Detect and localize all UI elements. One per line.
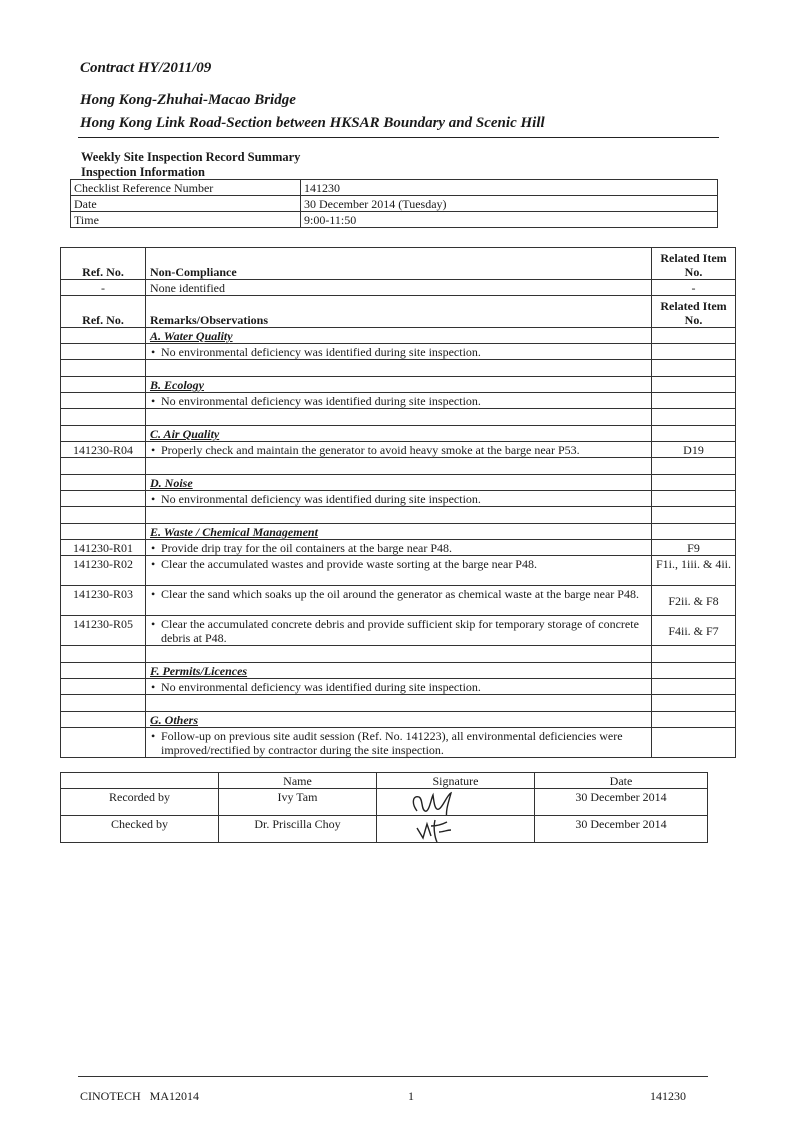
category-ecology: B. Ecology — [150, 378, 204, 392]
table-row — [61, 540, 736, 556]
observation-text: • Properly check and maintain the generator to avoid heavy smoke at the barge near P53. — [150, 443, 647, 457]
date-cell: 30 December 2014 — [535, 816, 708, 843]
table-row — [61, 816, 708, 843]
col-date-header: Date — [535, 773, 708, 789]
role-cell: Checked by — [61, 816, 219, 843]
ref-cell: 141230-R02 — [61, 556, 146, 586]
item-cell: - — [652, 280, 736, 296]
col-name-header: Name — [219, 773, 377, 789]
observation-text: • Clear the accumulated concrete debris and provide sufficient skip for temporary storage of concrete debris at P48. — [150, 617, 647, 645]
item-cell: F1i., 1iii. & 4ii. — [652, 556, 736, 586]
observation-text: • Clear the accumulated wastes and provide waste sorting at the barge near P48. — [150, 557, 647, 571]
observation-text: • No environmental deficiency was identified during site inspection. — [150, 345, 647, 359]
category-others: G. Others — [150, 713, 199, 727]
role-cell: Recorded by — [61, 789, 219, 816]
project-title: Hong Kong-Zhuhai-Macao Bridge — [80, 92, 296, 108]
ref-cell: - — [61, 280, 146, 296]
col-signature-header: Signature — [377, 773, 535, 789]
signature-ivy-tam — [377, 789, 535, 816]
table-row — [61, 586, 736, 616]
item-cell: D19 — [652, 442, 736, 458]
info-label: Time — [71, 212, 301, 228]
info-value: 30 December 2014 (Tuesday) — [301, 196, 718, 212]
category-row — [61, 377, 736, 393]
spacer-row — [61, 458, 736, 475]
category-water-quality: A. Water Quality — [150, 329, 233, 343]
observation-text: • Provide drip tray for the oil containers at the barge near P48. — [150, 541, 647, 555]
observation-text: • No environmental deficiency was identified during site inspection. — [150, 680, 647, 694]
col-ref-header: Ref. No. — [61, 296, 146, 328]
record-title: Weekly Site Inspection Record Summary — [81, 150, 301, 164]
section-title: Hong Kong Link Road-Section between HKSAR Boundary and Scenic Hill — [80, 115, 545, 131]
table-row — [71, 180, 718, 196]
observation-text: • No environmental deficiency was identified during site inspection. — [150, 394, 647, 408]
col-remarks-header: Remarks/Observations — [146, 296, 652, 328]
category-row — [61, 328, 736, 344]
table-row — [61, 280, 736, 296]
spacer-row — [61, 507, 736, 524]
table-row — [61, 442, 736, 458]
item-cell: F9 — [652, 540, 736, 556]
table-row — [61, 393, 736, 409]
ref-cell: 141230-R04 — [61, 442, 146, 458]
inspection-info-table — [70, 179, 718, 228]
category-permits: F. Permits/Licences — [150, 664, 248, 678]
category-noise: D. Noise — [150, 476, 193, 490]
observation-text: • Clear the sand which soaks up the oil around the generator as chemical waste at the barge near P48. — [150, 587, 647, 601]
table-row — [61, 789, 708, 816]
date-cell: 30 December 2014 — [535, 789, 708, 816]
table-row — [61, 679, 736, 695]
category-row — [61, 663, 736, 679]
contract-number: Contract HY/2011/09 — [80, 60, 212, 76]
ref-cell: 141230-R01 — [61, 540, 146, 556]
col-item-header: Related Item No. — [652, 248, 736, 280]
table-row — [61, 556, 736, 586]
table-row — [61, 616, 736, 646]
category-row — [61, 426, 736, 442]
col-noncompliance-header: Non-Compliance — [146, 248, 652, 280]
info-title: Inspection Information — [81, 165, 205, 179]
observation-text: • No environmental deficiency was identified during site inspection. — [150, 492, 647, 506]
footer-company: CINOTECH MA12014 — [80, 1089, 199, 1103]
desc-cell: None identified — [146, 280, 652, 296]
noncompliance-header-row — [61, 248, 736, 280]
footer-reference: 141230 — [650, 1089, 686, 1103]
table-row — [61, 728, 736, 758]
remarks-header-row — [61, 296, 736, 328]
signoff-header-row — [61, 773, 708, 789]
info-value: 9:00-11:50 — [301, 212, 718, 228]
table-row — [71, 212, 718, 228]
spacer-row — [61, 409, 736, 426]
category-waste: E. Waste / Chemical Management — [150, 525, 318, 539]
signature-cell — [377, 789, 535, 816]
table-row — [61, 491, 736, 507]
signature-cell — [377, 816, 535, 843]
item-cell: F4ii. & F7 — [652, 616, 736, 646]
ref-cell: 141230-R05 — [61, 616, 146, 646]
spacer-row — [61, 360, 736, 377]
col-item-header: Related Item No. — [652, 296, 736, 328]
table-row — [71, 196, 718, 212]
name-cell: Ivy Tam — [219, 789, 377, 816]
ref-cell: 141230-R03 — [61, 586, 146, 616]
table-row — [61, 344, 736, 360]
page-number: 1 — [408, 1089, 414, 1103]
info-label: Checklist Reference Number — [71, 180, 301, 196]
name-cell: Dr. Priscilla Choy — [219, 816, 377, 843]
info-value: 141230 — [301, 180, 718, 196]
category-row — [61, 524, 736, 540]
footer-divider — [78, 1076, 708, 1077]
category-row — [61, 712, 736, 728]
observations-table — [60, 247, 736, 758]
signoff-table — [60, 772, 708, 843]
spacer-row — [61, 695, 736, 712]
item-cell: F2ii. & F8 — [652, 586, 736, 616]
signature-priscilla-choy — [377, 816, 535, 843]
category-air-quality: C. Air Quality — [150, 427, 220, 441]
category-row — [61, 475, 736, 491]
col-ref-header: Ref. No. — [61, 248, 146, 280]
spacer-row — [61, 646, 736, 663]
info-label: Date — [71, 196, 301, 212]
header-divider — [78, 137, 719, 138]
observation-text: • Follow-up on previous site audit session (Ref. No. 141223), all environmental deficiencies were improved/rectified by contractor during the site inspection. — [150, 729, 647, 757]
